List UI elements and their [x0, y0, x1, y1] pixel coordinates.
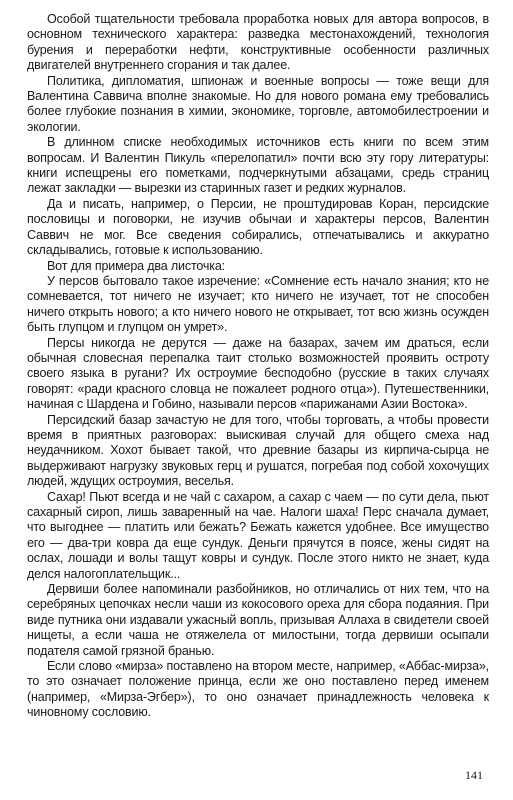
paragraph-sources-list: В длинном списке необходимых источников есть книги по всем этим вопросам. И Валентин Пикуль «перелопатил» почти всю эту гору литературы: книги испещрены его пометками, подчеркнутыми абзацами, средь страниц лежат закладки — вырезки из старинных газет и редких журналов.: [27, 135, 489, 196]
paragraph-technical-questions: Особой тщательности требовала проработка новых для автора вопросов, в основном технического характера: разведка местонахождений, технология бурения и переработки нефти, конструктивные особенности различных двигателей внутреннего сгорания и так далее.: [27, 12, 489, 73]
paragraph-persian-bazaar: Персидский базар зачастую не для того, чтобы торговать, а чтобы провести время в приятных разговорах: выискивая случай для общего смеха над неудачником. Хохот бывает такой, что древние базары из кирпича-сырца не выдерживают нагрузку звуковых герц и рушатся, погребая под собой хохочущих людей, ждущих остроумия, веселья.: [27, 412, 489, 489]
paragraph-politics-diplomacy: Политика, дипломатия, шпионаж и военные вопросы — тоже вещи для Валентина Саввича вполне знакомые. Но для нового романа ему требовались более глубокие познания в химии, экономике, торговле, автомобилестроении и экологии.: [27, 73, 489, 134]
paragraph-persian-saying: У персов бытовало такое изречение: «Сомнение есть начало знания; кто не сомневается, тот ничего не изучает; кто ничего не изучает, тот не способен ничего открыть нового; а кто ничего нового не открывает, тот всю жизнь осужден быть глупцом и глупцом он умрет».: [27, 273, 489, 335]
paragraph-dervishes: Дервиши более напоминали разбойников, но отличались от них тем, что на серебряных цепочках несли чаши из кокосового ореха для сбора подаяния. При виде путника они издавали ужасный вопль, призывая Аллаха в свидетели своей нищеты, а если чаша не отяжелела от милостыни, тогда дервиши осыпали подателя самой грязной бранью.: [27, 582, 489, 658]
paragraph-persians-never-fight: Персы никогда не дерутся — даже на базарах, зачем им драться, если обычная словесная перепалка таит столько возможностей проявить остроту своего языка в ругани? Их остроумие бесподобно (русские в таких случаях говорят: «ради красного словца не пожалеет родного отца»). Путешественники, начиная с Шардена и Гобино, называли персов «парижанами Азии Востока».: [27, 335, 489, 412]
paragraph-mirza: Если слово «мирза» поставлено на втором месте, например, «Аббас-мирза», то это означает положение принца, если же оно поставлено перед именем (например, «Мирза-Эгбер»), то оно означает принадлежность человека к чиновному сословию.: [27, 659, 489, 720]
page-text-body: [27, 12, 489, 721]
page-number: 141: [465, 768, 483, 782]
paragraph-two-notes-intro: Вот для примера два листочка:: [47, 258, 226, 273]
paragraph-persia-koran: Да и писать, например, о Персии, не проштудировав Коран, персидские пословицы и поговорки, не изучив обычаи и характеры персов, Валентин Саввич не мог. Все сведения собирались, отпечатывались и аккуратно складывались, готовые к использованию.: [27, 196, 489, 258]
paragraph-sugar-taxes: Сахар! Пьют всегда и не чай с сахаром, а сахар с чаем — по сути дела, пьют сахарный сироп, лишь заваренный на чае. Налоги шаха! Перс сначала думает, что выгоднее — платить или бежать? Бежать кажется удобнее. Все имущество его — два-три ковра да еще сундук. Деньги прячутся в поясе, жены сидят на ослах, лошади и волы тащут ковры и сундук. После этого никто не знает, куда делся налогоплательщик...: [27, 489, 489, 581]
